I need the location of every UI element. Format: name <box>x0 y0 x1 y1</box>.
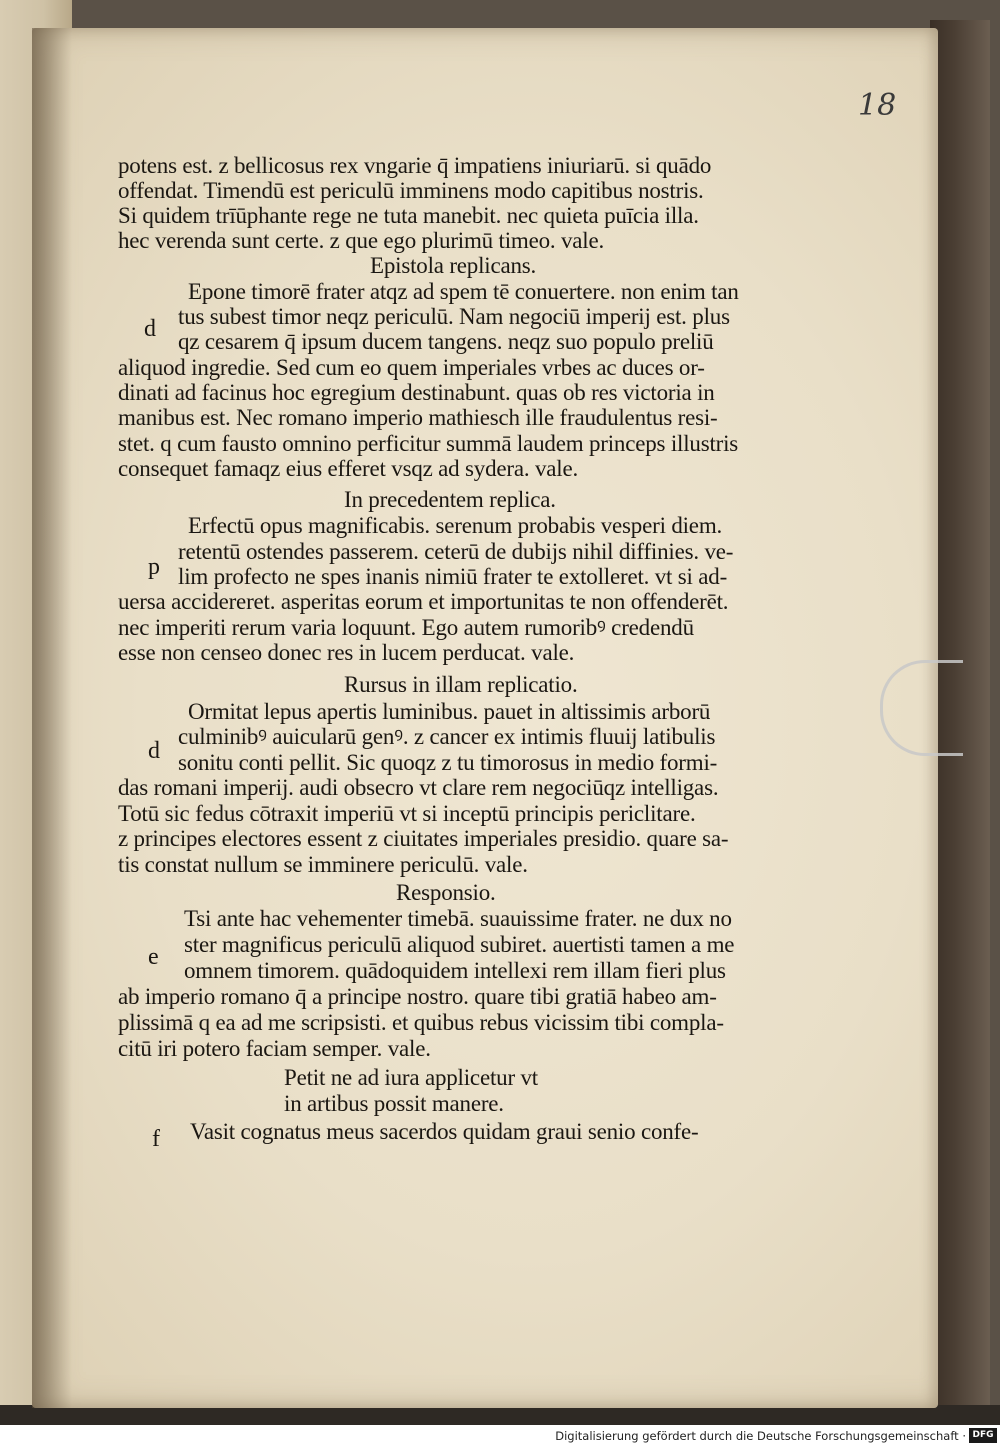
text-line: citū iri potero faciam semper. vale. <box>118 1036 431 1061</box>
guide-letter: e <box>148 944 159 970</box>
section-heading: In precedentem replica. <box>344 487 556 512</box>
text-line: qz cesarem q̄ ipsum ducem tangens. neqz suo populo preliū <box>178 329 714 354</box>
text-line: uersa accidereret. asperitas eorum et importunitas te non offenderēt. <box>118 589 729 614</box>
text-line: z principes electores essent z ciuitates imperiales presidio. quare sa- <box>118 826 729 851</box>
scan-bottom-edge <box>0 1405 1000 1425</box>
text-line: nec imperiti rerum varia loquunt. Ego autem rumoribꝰ credendū <box>118 615 694 640</box>
text-line: ab imperio romano q̄ a principe nostro. quare tibi gratiā habeo am- <box>118 984 717 1009</box>
text-line: lim profecto ne spes inanis nimiū frater te extolleret. vt si ad- <box>178 564 728 589</box>
text-line: Vasit cognatus meus sacerdos quidam graui senio confe- <box>190 1119 699 1144</box>
dfg-logo: DFG <box>969 1428 997 1443</box>
text-line: aliquod ingredie. Sed cum eo quem imperiales vrbes ac duces or- <box>118 355 705 380</box>
section-heading: Responsio. <box>396 880 496 905</box>
guide-letter: p <box>148 554 160 580</box>
folio-number: 18 <box>858 88 897 123</box>
section-heading: Epistola replicans. <box>370 253 537 278</box>
section-heading: Petit ne ad iura applicetur vt <box>284 1065 538 1090</box>
text-line: Totū sic fedus cōtraxit imperiū vt si inceptū principis periclitare. <box>118 801 696 826</box>
guide-letter: d <box>148 738 160 764</box>
footer-bar <box>0 1425 1000 1448</box>
text-line: retentū ostendes passerem. ceterū de dubijs nihil diffinies. ve- <box>178 539 734 564</box>
page-gutter <box>32 28 72 1408</box>
text-line: consequet famaqz eius efferet vsqz ad sydera. vale. <box>118 456 579 481</box>
section-heading: Rursus in illam replicatio. <box>344 672 578 697</box>
text-line: omnem timorem. quādoquidem intellexi rem illam fieri plus <box>184 958 726 983</box>
text-line: dinati ad facinus hoc egregium destinabunt. quas ob res victoria in <box>118 380 715 405</box>
text-line: Epone timorē frater atqz ad spem tē conuertere. non enim tan <box>188 279 739 304</box>
text-line: offendat. Timendū est periculū imminens modo capitibus nostris. <box>118 178 704 203</box>
text-line: stet. q cum fausto omnino perficitur summā laudem princeps illustris <box>118 431 739 456</box>
text-line: culminibꝰ auicularū genꝰ. z cancer ex intimis fluuij latibulis <box>178 724 716 749</box>
text-line: das romani imperij. audi obsecro vt clare rem negociūqz intelligas. <box>118 775 719 800</box>
text-line: Si quidem trīūphante rege ne tuta manebit. nec quieta puīcia illa. <box>118 203 699 228</box>
text-line: tus subest timor neqz periculū. Nam negociū imperij est. plus <box>178 304 730 329</box>
text-line: hec verenda sunt certe. z que ego plurimū timeo. vale. <box>118 228 605 253</box>
guide-letter: f <box>152 1126 160 1152</box>
text-line: sonitu conti pellit. Sic quoqz z tu timorosus in medio formi- <box>178 750 718 775</box>
funding-credit: Digitalisierung gefördert durch die Deutsche Forschungsgemeinschaft · <box>555 1429 966 1443</box>
text-line: potens est. z bellicosus rex vngarie q̄ impatiens iniuriarū. si quādo <box>118 153 712 178</box>
section-heading: in artibus possit manere. <box>284 1091 504 1116</box>
guide-letter: d <box>144 316 156 342</box>
text-line: esse non censeo donec res in lucem perducat. vale. <box>118 640 575 665</box>
text-line: Ormitat lepus apertis luminibus. pauet in altissimis arborū <box>188 699 711 724</box>
text-line: Erfectū opus magnificabis. serenum probabis vesperi diem. <box>188 513 723 538</box>
text-line: tis constat nullum se imminere periculū. vale. <box>118 852 528 877</box>
text-line: ster magnificus periculū aliquod subiret. auertisti tamen a me <box>184 932 735 957</box>
text-line: Tsi ante hac vehementer timebā. suauissime frater. ne dux no <box>184 906 732 931</box>
text-line: manibus est. Nec romano imperio mathiesch ille fraudulentus resi- <box>118 405 718 430</box>
page-clip <box>880 660 963 756</box>
text-line: plissimā q ea ad me scripsisti. et quibus rebus vicissim tibi compla- <box>118 1010 724 1035</box>
